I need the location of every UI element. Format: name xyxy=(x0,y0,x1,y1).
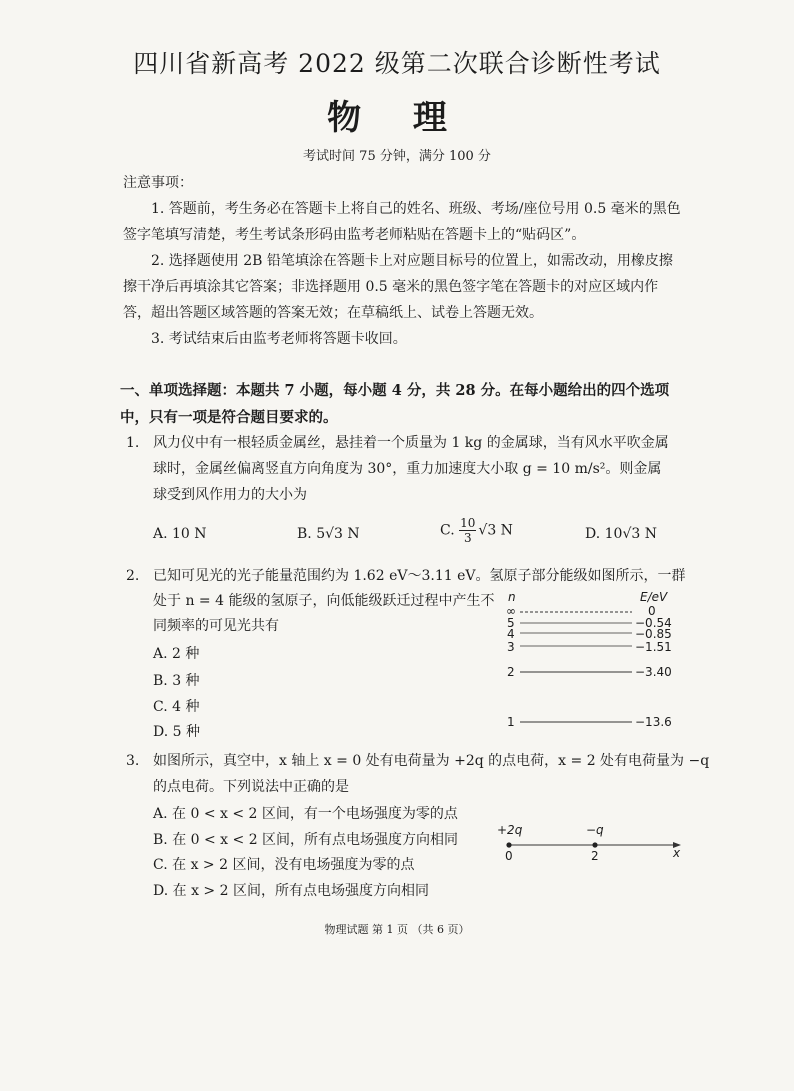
level-e-1: −13.6 xyxy=(635,715,672,729)
q1-text: 风力仪中有一根轻质金属丝，悬挂着一个质量为 1 kg 的金属球，当有风水平吹金属球时，金属丝偏离竖直方向角度为 30°，重力加速度大小取 g = 10 m/s²。则金属球受到风作用力的大小为 xyxy=(153,435,669,503)
q2-option-b: B. 3 种 xyxy=(153,673,200,689)
level-e-3: −1.51 xyxy=(635,640,672,654)
x-axis-label: x xyxy=(673,846,681,860)
charge-2-point xyxy=(592,842,597,847)
charge-1-point xyxy=(506,842,511,847)
tick-0-label: 0 xyxy=(505,849,513,863)
q3-option-a: A. 在 0 < x < 2 区间，有一个电场强度为零的点 xyxy=(153,806,458,822)
q1-option-c-fraction xyxy=(459,516,476,545)
q2-number: 2. xyxy=(126,568,140,584)
exam-duration: 考试时间 75 分钟，满分 100 分 xyxy=(303,149,491,164)
q1-option-b: B. 5√3 N xyxy=(297,526,360,542)
level-n-2: 2 xyxy=(507,665,515,679)
charge-1-label: +2q xyxy=(497,823,523,837)
notes-heading: 注意事项： xyxy=(123,175,193,191)
q3-line-1: 如图所示，真空中，x 轴上 x = 0 处有电荷量为 +2q 的点电荷，x = 2 处有电荷量为 −q xyxy=(153,753,710,769)
n-axis-label: n xyxy=(508,590,516,604)
page-footer: 物理试题 第 1 页 （共 6 页） xyxy=(324,923,470,936)
level-n-1: 1 xyxy=(507,715,515,729)
energy-axis-label: E/eV xyxy=(640,590,668,604)
q3-option-c: C. 在 x > 2 区间，没有电场强度为零的点 xyxy=(153,857,415,873)
note-item-2: 2. 选择题使用 2B 铅笔填涂在答题卡上对应题目标号的位置上，如需改动，用橡皮擦擦干净后再填涂其它答案；非选择题用 0.5 毫米的黑色签字笔在答题卡的对应区域内作答，超出答题区域答题的答案无效；在草稿纸上、试卷上答题无效。 xyxy=(123,253,673,321)
level-e-infinity: 0 xyxy=(648,604,656,618)
section-1-heading: 一、单项选择题：本题共 7 小题，每小题 4 分，共 28 分。在每小题给出的四个选项中，只有一项是符合题目要求的。 xyxy=(120,382,670,426)
q1-option-c-label: C. xyxy=(440,522,455,539)
q2-line-2: 处于 n = 4 能级的氢原子，向低能级跃迁过程中产生不 xyxy=(153,593,495,609)
q1-c-denominator: 3 xyxy=(463,531,472,545)
q1-option-c xyxy=(440,516,513,545)
level-e-5: −0.54 xyxy=(635,616,672,630)
q2-option-d: D. 5 种 xyxy=(153,724,200,740)
q2-line-3: 同频率的可见光共有 xyxy=(153,618,279,634)
q1-option-a: A. 10 N xyxy=(153,526,207,542)
exam-title: 四川省新高考 2022 级第二次联合诊断性考试 xyxy=(133,49,661,78)
energy-level-diagram xyxy=(500,590,690,740)
level-n-5: 5 xyxy=(507,616,515,630)
charge-2-label: −q xyxy=(586,823,604,837)
level-e-2: −3.40 xyxy=(635,665,672,679)
q3-number: 3. xyxy=(126,753,140,769)
q1-number: 1. xyxy=(126,435,140,451)
q2-line-1: 已知可见光的光子能量范围约为 1.62 eV～3.11 eV。氢原子部分能级如图所示，一群 xyxy=(153,568,686,584)
subject-title: 物 理 xyxy=(327,98,467,138)
note-item-3: 3. 考试结束后由监考老师将答题卡收回。 xyxy=(151,331,407,347)
note-item-1: 1. 答题前，考生务必在答题卡上将自己的姓名、班级、考场/座位号用 0.5 毫米的黑色签字笔填写清楚，考生考试条形码由监考老师粘贴在答题卡上的“贴码区”。 xyxy=(123,201,681,243)
q1-c-numerator: 10 xyxy=(460,516,476,530)
charge-axis-diagram xyxy=(495,820,685,865)
tick-2-label: 2 xyxy=(591,849,599,863)
q3-option-b: B. 在 0 < x < 2 区间，所有点电场强度方向相同 xyxy=(153,832,459,848)
q2-option-c: C. 4 种 xyxy=(153,699,200,715)
level-n-4: 4 xyxy=(507,627,515,641)
q1-option-d: D. 10√3 N xyxy=(585,526,657,542)
q3-option-d: D. 在 x > 2 区间，所有点电场强度方向相同 xyxy=(153,883,429,899)
q3-line-2: 的点电荷。下列说法中正确的是 xyxy=(153,779,349,795)
level-n-3: 3 xyxy=(507,640,515,654)
level-e-4: −0.85 xyxy=(635,627,672,641)
q2-option-a: A. 2 种 xyxy=(153,646,200,662)
q1-option-c-rest: √3 N xyxy=(478,522,513,539)
level-n-infinity: ∞ xyxy=(506,604,516,618)
